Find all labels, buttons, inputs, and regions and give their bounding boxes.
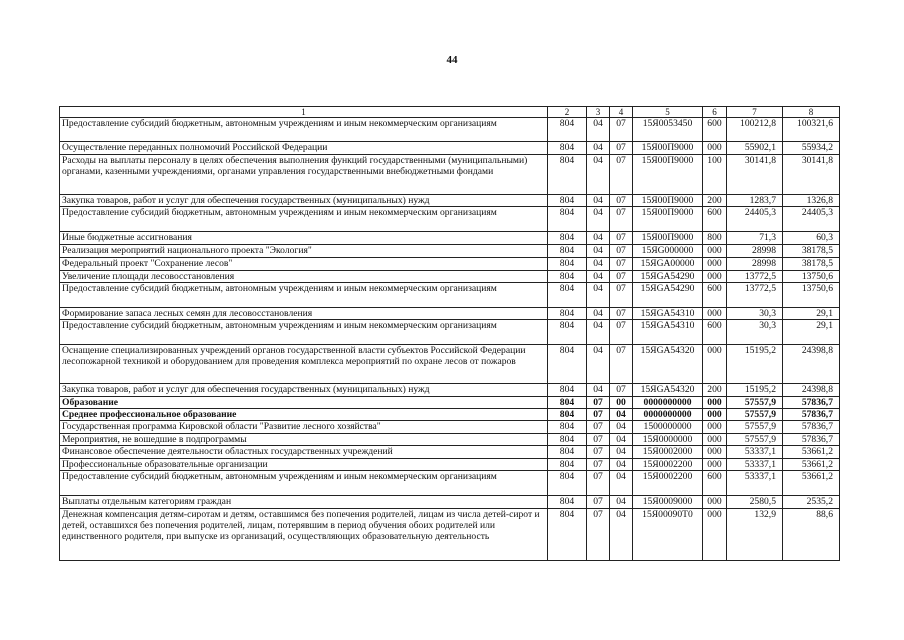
header-cell: 5 (633, 107, 703, 118)
row-section-cell: 04 (587, 207, 610, 232)
row-target-article-cell: 15Я00П9000 (633, 155, 703, 195)
row-amount-cell: 24398,8 (783, 345, 840, 384)
row-amount-cell: 29,1 (783, 308, 840, 320)
row-name-cell: Образование (60, 397, 548, 409)
row-name-cell: Закупка товаров, работ и услуг для обеспечения государственных (муниципальных) нужд (60, 195, 548, 207)
row-expense-type-cell: 000 (703, 397, 727, 409)
row-target-article-cell: 15Я0009000 (633, 496, 703, 509)
row-target-article-cell: 15ЯGA54310 (633, 308, 703, 320)
header-cell: 8 (783, 107, 840, 118)
row-section-cell: 07 (587, 409, 610, 421)
row-target-article-cell: 15ЯGA54320 (633, 345, 703, 384)
row-subsection-cell: 07 (610, 155, 633, 195)
row-expense-type-cell: 000 (703, 496, 727, 509)
row-expense-type-cell: 100 (703, 155, 727, 195)
table-row (60, 471, 840, 496)
row-code-cell: 804 (548, 434, 587, 446)
row-section-cell: 07 (587, 509, 610, 561)
row-name-cell: Предоставление субсидий бюджетным, автономным учреждениям и иным некоммерческим организациям (60, 118, 548, 142)
row-amount-cell: 30,3 (727, 320, 783, 345)
row-section-cell: 07 (587, 421, 610, 434)
row-section-cell: 04 (587, 118, 610, 142)
header-row (60, 107, 840, 118)
row-name-cell: Среднее профессиональное образование (60, 409, 548, 421)
row-expense-type-cell: 000 (703, 142, 727, 155)
row-section-cell: 04 (587, 245, 610, 258)
row-target-article-cell: 15Я0053450 (633, 118, 703, 142)
row-expense-type-cell: 000 (703, 345, 727, 384)
row-code-cell: 804 (548, 155, 587, 195)
row-subsection-cell: 07 (610, 320, 633, 345)
row-expense-type-cell: 000 (703, 409, 727, 421)
row-section-cell: 07 (587, 397, 610, 409)
row-code-cell: 804 (548, 271, 587, 283)
row-subsection-cell: 04 (610, 496, 633, 509)
row-amount-cell: 57557,9 (727, 397, 783, 409)
row-target-article-cell: 15ЯGA54320 (633, 384, 703, 397)
row-section-cell: 04 (587, 320, 610, 345)
table-row (60, 155, 840, 195)
row-subsection-cell: 07 (610, 384, 633, 397)
row-target-article-cell: 15Я0002200 (633, 459, 703, 471)
row-amount-cell: 71,3 (727, 232, 783, 245)
row-subsection-cell: 07 (610, 232, 633, 245)
row-expense-type-cell: 000 (703, 459, 727, 471)
row-amount-cell: 1283,7 (727, 195, 783, 207)
row-amount-cell: 60,3 (783, 232, 840, 245)
row-target-article-cell: 0000000000 (633, 397, 703, 409)
row-target-article-cell: 15Я00П9000 (633, 195, 703, 207)
row-subsection-cell: 07 (610, 118, 633, 142)
row-amount-cell: 13772,5 (727, 271, 783, 283)
row-amount-cell: 28998 (727, 258, 783, 271)
row-amount-cell: 55902,1 (727, 142, 783, 155)
row-code-cell: 804 (548, 397, 587, 409)
table-row (60, 421, 840, 434)
table-row (60, 320, 840, 345)
table-row (60, 409, 840, 421)
row-expense-type-cell: 600 (703, 283, 727, 308)
row-code-cell: 804 (548, 421, 587, 434)
row-name-cell: Государственная программа Кировской области "Развитие лесного хозяйства" (60, 421, 548, 434)
row-amount-cell: 15195,2 (727, 384, 783, 397)
table-row (60, 509, 840, 561)
row-subsection-cell: 04 (610, 471, 633, 496)
row-amount-cell: 57557,9 (727, 409, 783, 421)
row-amount-cell: 53661,2 (783, 459, 840, 471)
page-number: 44 (446, 54, 458, 66)
row-amount-cell: 57836,7 (783, 421, 840, 434)
row-name-cell: Предоставление субсидий бюджетным, автономным учреждениям и иным некоммерческим организациям (60, 320, 548, 345)
row-expense-type-cell: 000 (703, 245, 727, 258)
row-name-cell: Мероприятия, не вошедшие в подпрограммы (60, 434, 548, 446)
row-name-cell: Предоставление субсидий бюджетным, автономным учреждениям и иным некоммерческим организациям (60, 471, 548, 496)
row-target-article-cell: 0000000000 (633, 409, 703, 421)
row-amount-cell: 24398,8 (783, 384, 840, 397)
row-expense-type-cell: 600 (703, 118, 727, 142)
row-section-cell: 07 (587, 496, 610, 509)
row-amount-cell: 13750,6 (783, 271, 840, 283)
row-amount-cell: 38178,5 (783, 245, 840, 258)
row-subsection-cell: 04 (610, 434, 633, 446)
row-target-article-cell: 15Я0002000 (633, 446, 703, 459)
row-amount-cell: 53661,2 (783, 446, 840, 459)
row-amount-cell: 15195,2 (727, 345, 783, 384)
row-name-cell: Увеличение площади лесовосстановления (60, 271, 548, 283)
row-name-cell: Профессиональные образовательные организации (60, 459, 548, 471)
row-expense-type-cell: 000 (703, 271, 727, 283)
row-code-cell: 804 (548, 142, 587, 155)
row-section-cell: 07 (587, 446, 610, 459)
row-section-cell: 04 (587, 195, 610, 207)
row-code-cell: 804 (548, 384, 587, 397)
table-row (60, 496, 840, 509)
budget-table (59, 106, 840, 561)
row-code-cell: 804 (548, 118, 587, 142)
row-code-cell: 804 (548, 232, 587, 245)
row-name-cell: Иные бюджетные ассигнования (60, 232, 548, 245)
table-row (60, 142, 840, 155)
row-amount-cell: 29,1 (783, 320, 840, 345)
row-section-cell: 07 (587, 434, 610, 446)
table-row (60, 384, 840, 397)
row-amount-cell: 100321,6 (783, 118, 840, 142)
table-row (60, 232, 840, 245)
row-section-cell: 07 (587, 459, 610, 471)
row-subsection-cell: 07 (610, 345, 633, 384)
row-target-article-cell: 15ЯGA54310 (633, 320, 703, 345)
row-amount-cell: 2535,2 (783, 496, 840, 509)
header-cell: 6 (703, 107, 727, 118)
table-row (60, 207, 840, 232)
row-name-cell: Выплаты отдельным категориям граждан (60, 496, 548, 509)
row-amount-cell: 53337,1 (727, 446, 783, 459)
row-name-cell: Закупка товаров, работ и услуг для обеспечения государственных (муниципальных) нужд (60, 384, 548, 397)
row-subsection-cell: 04 (610, 459, 633, 471)
row-name-cell: Финансовое обеспечение деятельности областных государственных учреждений (60, 446, 548, 459)
row-expense-type-cell: 200 (703, 195, 727, 207)
table-row (60, 245, 840, 258)
row-name-cell: Предоставление субсидий бюджетным, автономным учреждениям и иным некоммерческим организациям (60, 207, 548, 232)
row-amount-cell: 28998 (727, 245, 783, 258)
row-expense-type-cell: 600 (703, 207, 727, 232)
row-section-cell: 04 (587, 155, 610, 195)
row-expense-type-cell: 200 (703, 384, 727, 397)
row-amount-cell: 30141,8 (727, 155, 783, 195)
row-code-cell: 804 (548, 245, 587, 258)
row-name-cell: Расходы на выплаты персоналу в целях обеспечения выполнения функций государственными (муниципальными) органами, казенными учреждениями, органами управления государственными внебюджетными фондами (60, 155, 548, 195)
header-cell: 7 (727, 107, 783, 118)
row-expense-type-cell: 000 (703, 308, 727, 320)
row-target-article-cell: 1500000000 (633, 421, 703, 434)
row-code-cell: 804 (548, 308, 587, 320)
row-section-cell: 04 (587, 258, 610, 271)
row-amount-cell: 55934,2 (783, 142, 840, 155)
header-cell: 4 (610, 107, 633, 118)
row-expense-type-cell: 000 (703, 509, 727, 561)
table-row (60, 446, 840, 459)
row-target-article-cell: 15Я00П9000 (633, 232, 703, 245)
row-code-cell: 804 (548, 345, 587, 384)
row-target-article-cell: 15ЯGA00000 (633, 258, 703, 271)
row-amount-cell: 1326,8 (783, 195, 840, 207)
row-name-cell: Предоставление субсидий бюджетным, автономным учреждениям и иным некоммерческим организациям (60, 283, 548, 308)
row-subsection-cell: 07 (610, 283, 633, 308)
table-row (60, 345, 840, 384)
row-section-cell: 04 (587, 142, 610, 155)
row-code-cell: 804 (548, 509, 587, 561)
row-subsection-cell: 00 (610, 397, 633, 409)
row-amount-cell: 57557,9 (727, 434, 783, 446)
row-expense-type-cell: 000 (703, 446, 727, 459)
row-subsection-cell: 07 (610, 245, 633, 258)
row-subsection-cell: 07 (610, 142, 633, 155)
row-amount-cell: 24405,3 (783, 207, 840, 232)
row-target-article-cell: 15Я00090Т0 (633, 509, 703, 561)
row-expense-type-cell: 600 (703, 320, 727, 345)
row-subsection-cell: 07 (610, 308, 633, 320)
row-code-cell: 804 (548, 496, 587, 509)
row-expense-type-cell: 600 (703, 471, 727, 496)
row-code-cell: 804 (548, 320, 587, 345)
header-cell: 2 (548, 107, 587, 118)
table-row (60, 283, 840, 308)
row-target-article-cell: 15Я00П9000 (633, 207, 703, 232)
row-amount-cell: 57836,7 (783, 434, 840, 446)
row-target-article-cell: 15Я0002200 (633, 471, 703, 496)
row-expense-type-cell: 800 (703, 232, 727, 245)
row-amount-cell: 30,3 (727, 308, 783, 320)
row-code-cell: 804 (548, 446, 587, 459)
row-code-cell: 804 (548, 459, 587, 471)
row-target-article-cell: 15Я00П9000 (633, 142, 703, 155)
row-target-article-cell: 15Я0000000 (633, 434, 703, 446)
row-code-cell: 804 (548, 258, 587, 271)
row-section-cell: 07 (587, 471, 610, 496)
row-section-cell: 04 (587, 308, 610, 320)
row-amount-cell: 57557,9 (727, 421, 783, 434)
row-section-cell: 04 (587, 232, 610, 245)
row-amount-cell: 2580,5 (727, 496, 783, 509)
row-code-cell: 804 (548, 409, 587, 421)
row-expense-type-cell: 000 (703, 258, 727, 271)
row-amount-cell: 53337,1 (727, 471, 783, 496)
row-subsection-cell: 07 (610, 271, 633, 283)
row-expense-type-cell: 000 (703, 421, 727, 434)
row-code-cell: 804 (548, 195, 587, 207)
table-row (60, 308, 840, 320)
row-subsection-cell: 04 (610, 509, 633, 561)
table-row (60, 258, 840, 271)
table-row (60, 397, 840, 409)
header-cell: 3 (587, 107, 610, 118)
row-amount-cell: 24405,3 (727, 207, 783, 232)
row-amount-cell: 57836,7 (783, 409, 840, 421)
row-subsection-cell: 07 (610, 207, 633, 232)
row-name-cell: Реализация мероприятий национального проекта "Экология" (60, 245, 548, 258)
row-name-cell: Федеральный проект "Сохранение лесов" (60, 258, 548, 271)
row-subsection-cell: 04 (610, 421, 633, 434)
row-expense-type-cell: 000 (703, 434, 727, 446)
row-target-article-cell: 15ЯGA54290 (633, 283, 703, 308)
row-subsection-cell: 07 (610, 195, 633, 207)
row-amount-cell: 30141,8 (783, 155, 840, 195)
row-code-cell: 804 (548, 207, 587, 232)
row-section-cell: 04 (587, 271, 610, 283)
row-amount-cell: 132,9 (727, 509, 783, 561)
row-name-cell: Осуществление переданных полномочий Российской Федерации (60, 142, 548, 155)
table-row (60, 434, 840, 446)
row-subsection-cell: 04 (610, 409, 633, 421)
row-amount-cell: 53661,2 (783, 471, 840, 496)
row-section-cell: 04 (587, 283, 610, 308)
row-subsection-cell: 04 (610, 446, 633, 459)
row-section-cell: 04 (587, 384, 610, 397)
row-amount-cell: 13772,5 (727, 283, 783, 308)
row-subsection-cell: 07 (610, 258, 633, 271)
row-amount-cell: 57836,7 (783, 397, 840, 409)
table-row (60, 195, 840, 207)
row-name-cell: Оснащение специализированных учреждений органов государственной власти субъектов Российской Федерации лесопожарной техникой и оборудованием для проведения комплекса мероприятий по охране лесов от пожаров (60, 345, 548, 384)
table-row (60, 271, 840, 283)
row-amount-cell: 53337,1 (727, 459, 783, 471)
row-code-cell: 804 (548, 283, 587, 308)
row-amount-cell: 100212,8 (727, 118, 783, 142)
row-target-article-cell: 15ЯG000000 (633, 245, 703, 258)
row-code-cell: 804 (548, 471, 587, 496)
row-amount-cell: 13750,6 (783, 283, 840, 308)
row-section-cell: 04 (587, 345, 610, 384)
table-row (60, 459, 840, 471)
row-amount-cell: 38178,5 (783, 258, 840, 271)
table-row (60, 118, 840, 142)
row-amount-cell: 88,6 (783, 509, 840, 561)
row-name-cell: Денежная компенсация детям-сиротам и детям, оставшимся без попечения родителей, лицам из числа детей-сирот и детей, оставшихся без попечения родителей, лицам, потерявшим в период обучения обоих родителей или единственного родителя, при выпуске из организаций, осуществляющих образовательную деятельность (60, 509, 548, 561)
row-name-cell: Формирование запаса лесных семян для лесовосстановления (60, 308, 548, 320)
row-target-article-cell: 15ЯGA54290 (633, 271, 703, 283)
header-cell: 1 (60, 107, 548, 118)
